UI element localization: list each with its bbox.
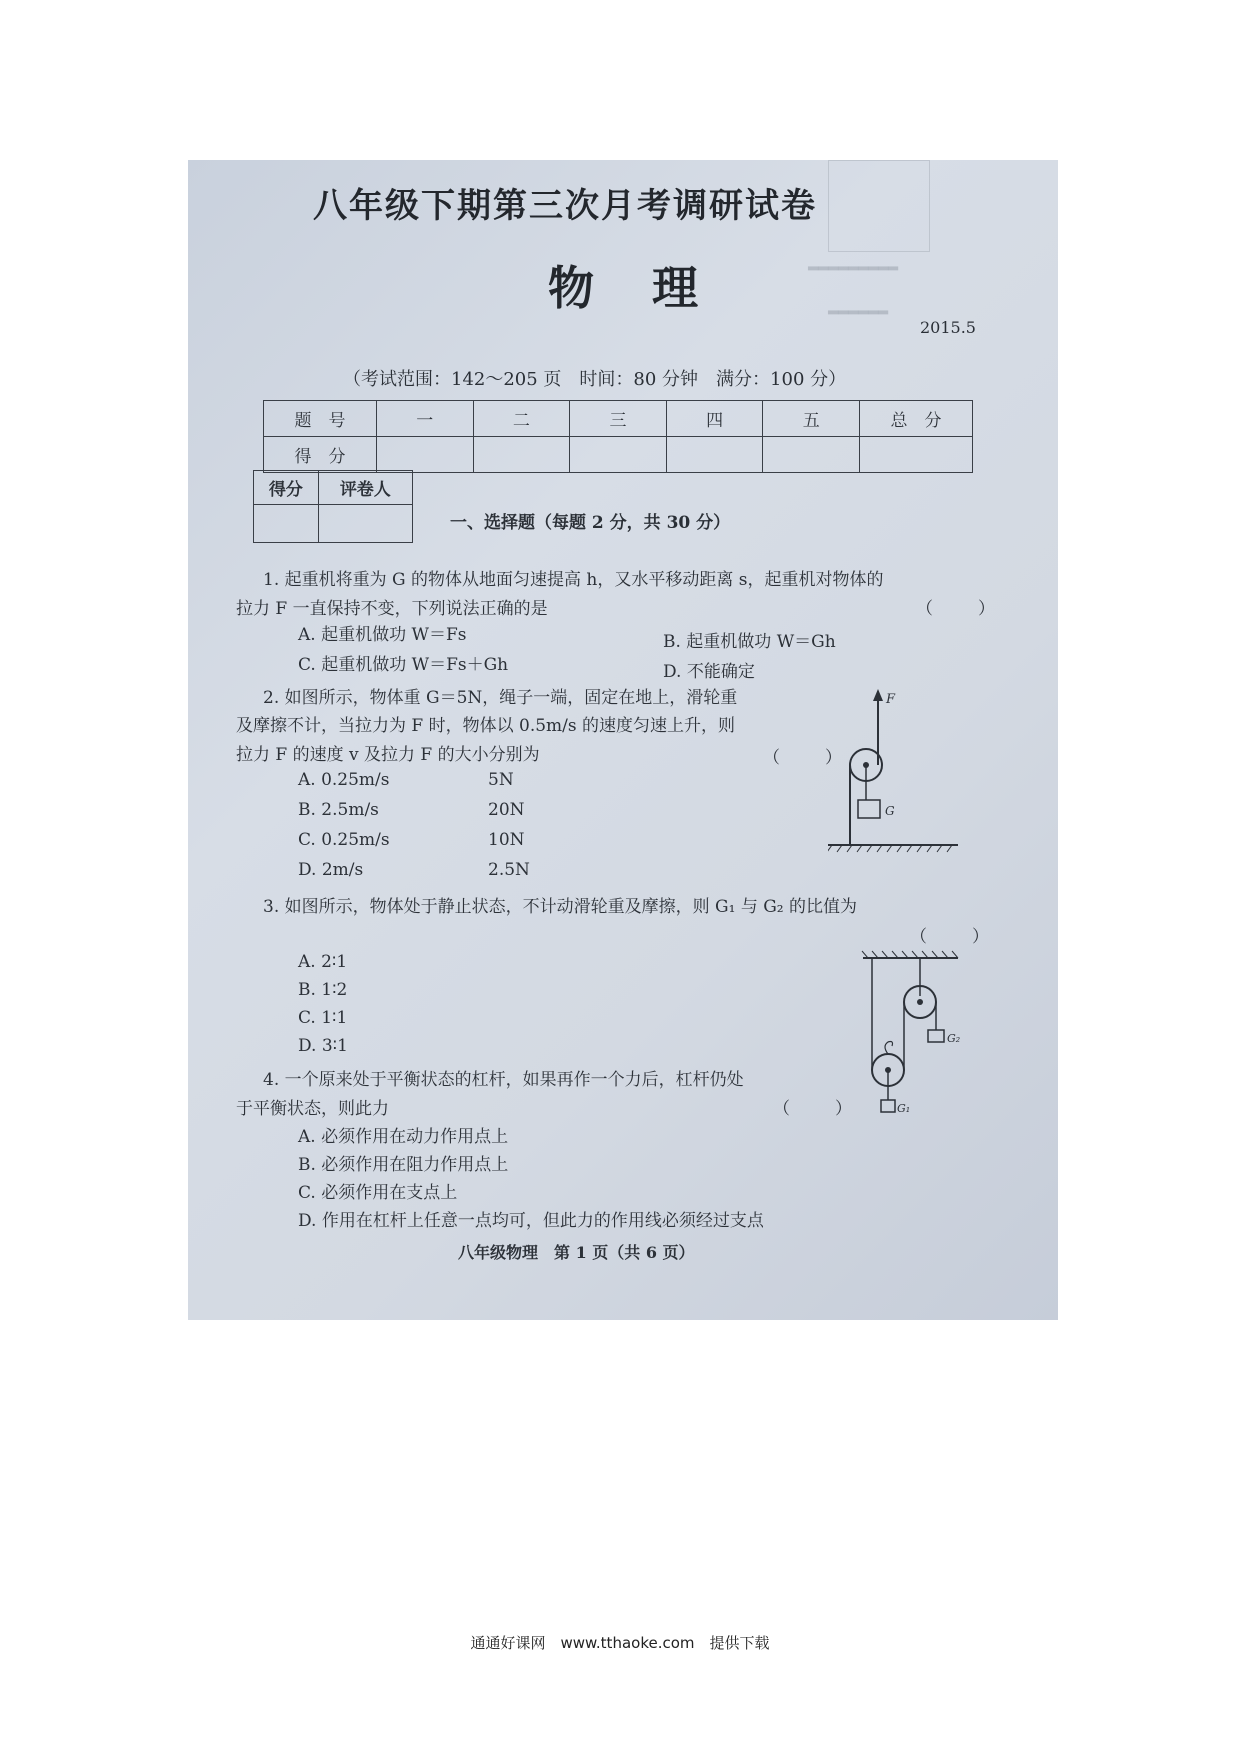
q2-line2: 及摩擦不计，当拉力为 F 时，物体以 0.5m/s 的速度匀速上升，则 [236, 716, 736, 736]
q2-option-d-value: 2.5N [488, 860, 530, 880]
q3-option-a: A. 2∶1 [298, 952, 348, 972]
score-cell: 二 [473, 401, 570, 437]
grader-box [253, 470, 413, 543]
grader-score-label: 得分 [254, 471, 319, 505]
q2-answer-paren: （ ） [763, 748, 856, 768]
score-cell: 三 [570, 401, 667, 437]
q2-line1: 2. 如图所示，物体重 G＝5N，绳子一端，固定在地上，滑轮重 [263, 688, 738, 708]
bleed-through-text: ▂▂▂▂▂▂ [828, 300, 888, 315]
grader-name-blank [318, 505, 412, 543]
q2-line3: 拉力 F 的速度 v 及拉力 F 的大小分别为 [236, 745, 540, 765]
score-blank [666, 437, 763, 473]
score-table [263, 400, 973, 473]
q3-answer-paren: （ ） [910, 927, 1003, 947]
q3-line1: 3. 如图所示，物体处于静止状态，不计动滑轮重及摩擦，则 G₁ 与 G₂ 的比值为 [263, 897, 858, 917]
subject-title: 物 理 [548, 261, 704, 315]
q1-line2: 拉力 F 一直保持不变，下列说法正确的是 [236, 599, 548, 619]
q4-option-a: A. 必须作用在动力作用点上 [298, 1127, 509, 1147]
score-blank [763, 437, 860, 473]
section-heading: 一、选择题（每题 2 分，共 30 分） [450, 513, 731, 533]
score-blank [377, 437, 474, 473]
q2-pulley-figure [828, 685, 968, 855]
exam-date: 2015.5 [920, 318, 976, 337]
q2-option-a-label: A. 0.25m/s [298, 770, 390, 790]
q2-option-c-label: C. 0.25m/s [298, 830, 390, 850]
q1-answer-paren: （ ） [916, 599, 1009, 619]
exam-photo [188, 160, 1058, 1320]
q4-line2: 于平衡状态，则此力 [236, 1099, 389, 1119]
bleed-through-box [828, 160, 930, 252]
q4-line1: 4. 一个原来处于平衡状态的杠杆，如果再作一个力后，杠杆仍处 [263, 1070, 744, 1090]
q1-option-d: D. 不能确定 [663, 662, 755, 682]
score-cell: 五 [763, 401, 860, 437]
score-blank [860, 437, 973, 473]
q3-option-c: C. 1∶1 [298, 1008, 348, 1028]
page-number-footer: 八年级物理 第 1 页（共 6 页） [458, 1243, 695, 1262]
q4-answer-paren: （ ） [773, 1099, 866, 1119]
q1-option-b: B. 起重机做功 W＝Gh [663, 632, 836, 652]
score-table-header-row [264, 401, 973, 437]
q2-weight-label: G [885, 804, 895, 818]
paper-title: 八年级下期第三次月考调研试卷 [313, 186, 817, 226]
q2-option-a-value: 5N [488, 770, 514, 790]
grader-score-blank [254, 505, 319, 543]
q2-option-b-value: 20N [488, 800, 525, 820]
q1-option-c: C. 起重机做功 W＝Fs＋Gh [298, 655, 509, 675]
score-blank [570, 437, 667, 473]
q4-option-b: B. 必须作用在阻力作用点上 [298, 1155, 509, 1175]
score-blank [473, 437, 570, 473]
bleed-through-text: ▂▂▂▂▂▂▂▂▂ [808, 256, 898, 271]
q2-option-b-label: B. 2.5m/s [298, 800, 379, 820]
q4-option-c: C. 必须作用在支点上 [298, 1183, 458, 1203]
q2-option-d-label: D. 2m/s [298, 860, 364, 880]
q4-option-d: D. 作用在杠杆上任意一点均可，但此力的作用线必须经过支点 [298, 1211, 764, 1231]
score-cell: 一 [377, 401, 474, 437]
q2-force-label: F [886, 692, 896, 707]
grader-name-label: 评卷人 [318, 471, 412, 505]
score-cell: 题 号 [264, 401, 377, 437]
score-table-score-row [264, 437, 973, 473]
q3-pulley-figure [858, 950, 968, 1130]
q1-option-a: A. 起重机做功 W＝Fs [298, 625, 467, 645]
score-cell: 四 [666, 401, 763, 437]
score-cell: 得 分 [264, 437, 377, 473]
site-footer: 通通好课网 www.tthaoke.com 提供下载 [470, 1634, 770, 1652]
q3-g1-label: G₁ [897, 1102, 911, 1115]
q1-line1: 1. 起重机将重为 G 的物体从地面匀速提高 h，又水平移动距离 s，起重机对物体的 [263, 570, 884, 590]
score-cell: 总 分 [860, 401, 973, 437]
q3-option-b: B. 1∶2 [298, 980, 348, 1000]
exam-info: （考试范围：142～205 页 时间：80 分钟 满分：100 分） [343, 369, 847, 390]
q3-option-d: D. 3∶1 [298, 1036, 348, 1056]
q3-g2-label: G₂ [947, 1032, 961, 1045]
q2-option-c-value: 10N [488, 830, 525, 850]
